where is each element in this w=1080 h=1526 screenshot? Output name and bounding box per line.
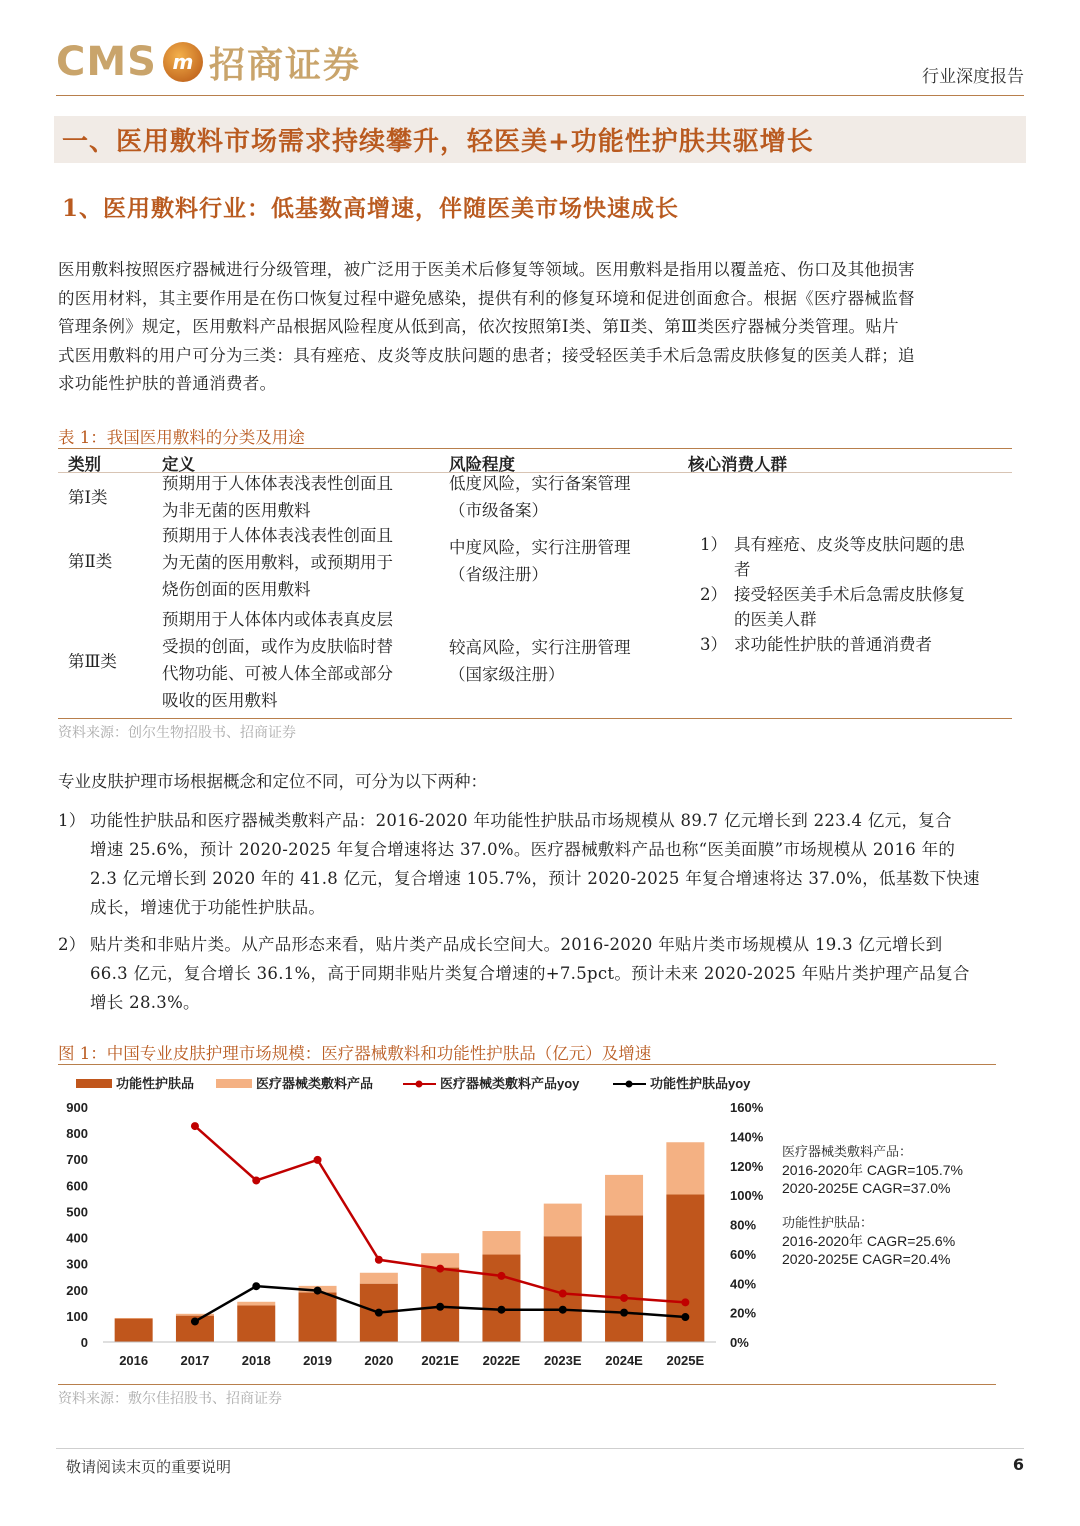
y-right-tick-label: 100% <box>730 1188 764 1204</box>
list-line: 成长，增速优于功能性护肤品。 <box>90 898 326 917</box>
cell-line: 者 <box>734 560 751 579</box>
point-functional-yoy-2 <box>314 1287 322 1295</box>
bar-medical-2024E <box>605 1175 643 1215</box>
y-right-tick-label: 140% <box>730 1129 764 1145</box>
cell-line: 较高风险，实行注册管理 <box>449 638 631 657</box>
cell-line: 接受轻医美手术后急需皮肤修复 <box>734 585 965 604</box>
point-functional-yoy-0 <box>191 1317 199 1325</box>
annotation-functional-cagr-2: 2020-2025E CAGR=20.4% <box>782 1251 951 1267</box>
list-num: 2） <box>58 935 86 954</box>
y-left-tick-label: 800 <box>66 1126 88 1142</box>
point-medical-yoy-7 <box>620 1294 628 1302</box>
x-tick-label: 2017 <box>180 1353 210 1368</box>
x-axis <box>119 1353 704 1368</box>
annotation-functional-label: 功能性护肤品： <box>782 1216 874 1231</box>
bar-medical-2016 <box>115 1318 153 1319</box>
y-axis-right <box>730 1100 764 1350</box>
y-left-tick-label: 400 <box>66 1230 88 1246</box>
table-header-category: 类别 <box>68 455 101 474</box>
bar-medical-2025E <box>666 1142 704 1194</box>
cell-line: 预期用于人体体表浅表性创面且 <box>162 526 393 545</box>
consumer-item <box>700 632 1010 657</box>
cell-line: 具有痤疮、皮炎等皮肤问题的患 <box>734 535 965 554</box>
bar-functional-2019 <box>299 1292 337 1342</box>
y-left-tick-label: 200 <box>66 1282 88 1298</box>
cell-line: （省级注册） <box>449 565 548 584</box>
table-header-definition: 定义 <box>162 455 195 474</box>
table-cell-definition <box>162 470 393 524</box>
logo-latin: CMS <box>56 39 157 85</box>
x-tick-label: 2019 <box>303 1353 333 1368</box>
figure-bottom-rule <box>58 1384 996 1385</box>
annotation-medical-cagr-2: 2020-2025E CAGR=37.0% <box>782 1180 951 1196</box>
x-tick-label: 2023E <box>543 1353 582 1368</box>
list-line: 功能性护肤品和医疗器械类敷料产品：2016-2020 年功能性护肤品市场规模从 89.7 亿元增长到 223.4 亿元，复合 <box>90 811 952 830</box>
table-cell-risk <box>449 534 631 588</box>
point-functional-yoy-7 <box>620 1309 628 1317</box>
cell-line: 求功能性护肤的普通消费者 <box>734 635 932 654</box>
annotation-medical-label: 医疗器械类敷料产品： <box>782 1145 913 1160</box>
table-cell-consumers <box>700 532 1010 657</box>
consumer-item <box>700 532 1010 582</box>
cell-line: 的医美人群 <box>734 610 817 629</box>
list-num: 1） <box>58 811 86 830</box>
cagr-annotations <box>782 1144 963 1267</box>
cell-line: 烧伤创面的医用敷料 <box>162 580 311 599</box>
x-tick-label: 2025E <box>666 1353 705 1368</box>
x-tick-label: 2021E <box>421 1353 459 1368</box>
cell-line: 预期用于人体体表浅表性创面且 <box>162 474 393 493</box>
point-functional-yoy-3 <box>375 1309 383 1317</box>
cell-line: 为非无菌的医用敷料 <box>162 501 311 520</box>
point-medical-yoy-8 <box>681 1298 689 1306</box>
bar-medical-2023E <box>544 1204 582 1237</box>
cell-line: 受损的创面，或作为皮肤临时替 <box>162 637 393 656</box>
legend-label-medical-yoy: 医疗器械类敷料产品yoy <box>440 1076 580 1091</box>
consumer-num: 1） <box>700 535 727 554</box>
legend-label-medical: 医疗器械类敷料产品 <box>256 1076 374 1091</box>
legend-label-functional: 功能性护肤品 <box>116 1076 195 1091</box>
cell-line: （国家级注册） <box>449 665 565 684</box>
y-axis-left <box>66 1100 88 1350</box>
paragraph-line: 的医用材料，其主要作用是在伤口恢复过程中避免感染，提供有利的修复环境和促进创面愈合。根据《医疗器械监督 <box>58 288 915 308</box>
y-left-tick-label: 700 <box>66 1152 88 1168</box>
cell-line: 吸收的医用敷料 <box>162 691 278 710</box>
bar-functional-2018 <box>237 1305 275 1342</box>
point-medical-yoy-4 <box>436 1265 444 1273</box>
section-title: 一、医用敷料市场需求持续攀升，轻医美+功能性护肤共驱增长 <box>62 127 814 157</box>
logo-emblem-icon: m <box>163 42 203 82</box>
cell-line: 低度风险，实行备案管理 <box>449 474 631 493</box>
page-number: 6 <box>1012 1455 1024 1474</box>
table-top-rule <box>58 448 1012 449</box>
point-functional-yoy-8 <box>681 1313 689 1321</box>
y-right-tick-label: 160% <box>730 1100 764 1115</box>
cell-line: 中度风险，实行注册管理 <box>449 538 631 557</box>
intro-paragraph <box>58 256 1024 399</box>
point-medical-yoy-5 <box>497 1272 505 1280</box>
annotation-medical-cagr-1: 2016-2020年 CAGR=105.7% <box>782 1162 963 1178</box>
market-intro: 专业皮肤护理市场根据概念和定位不同，可分为以下两种： <box>58 772 487 791</box>
x-tick-label: 2016 <box>119 1353 149 1368</box>
company-logo <box>56 38 361 86</box>
subsection-title: 1、医用敷料行业：低基数高增速，伴随医美市场快速成长 <box>62 195 680 222</box>
list-line: 66.3 亿元，复合增长 36.1%，高于同期非贴片类复合增速的+7.5pct。预计未来 2020-2025 年贴片类护理产品复合 <box>90 964 970 983</box>
y-left-tick-label: 600 <box>66 1178 88 1194</box>
point-medical-yoy-2 <box>314 1156 322 1164</box>
cell-line: 为无菌的医用敷料，或预期用于 <box>162 553 393 572</box>
bar-medical-2018 <box>237 1302 275 1306</box>
legend-marker-functional-yoy <box>626 1081 633 1088</box>
table-caption: 表 1：我国医用敷料的分类及用途 <box>58 428 305 447</box>
y-right-tick-label: 20% <box>730 1305 757 1321</box>
point-functional-yoy-4 <box>436 1303 444 1311</box>
bar-functional-2024E <box>605 1215 643 1342</box>
footer-divider <box>56 1448 1024 1449</box>
figure-source: 资料来源：敷尔佳招股书、招商证券 <box>58 1391 282 1407</box>
annotation-functional-cagr-1: 2016-2020年 CAGR=25.6% <box>782 1233 956 1249</box>
paragraph-line: 式医用敷料的用户可分为三类：具有痤疮、皮炎等皮肤问题的患者；接受轻医美手术后急需皮肤修复的医美人群；追 <box>58 345 915 365</box>
list-line: 贴片类和非贴片类。从产品形态来看，贴片类产品成长空间大。2016-2020 年贴片类市场规模从 19.3 亿元增长到 <box>90 935 943 954</box>
consumer-num: 2） <box>700 585 727 604</box>
cell-line: 代物功能、可被人体全部或部分 <box>162 664 393 683</box>
table-source: 资料来源：创尔生物招股书、招商证券 <box>58 725 296 741</box>
table-cell-category: 第Ⅰ类 <box>68 488 108 507</box>
bar-medical-2022E <box>482 1231 520 1255</box>
y-right-tick-label: 40% <box>730 1276 757 1292</box>
consumer-item <box>700 582 1010 632</box>
table-cell-risk <box>449 634 631 688</box>
table-cell-category: 第Ⅱ类 <box>68 552 113 571</box>
table-cell-definition <box>162 522 393 603</box>
list-item <box>58 930 1024 1017</box>
y-left-tick-label: 500 <box>66 1204 88 1220</box>
paragraph-line: 管理条例》规定，医用敷料产品根据风险程度从低到高，依次按照第Ⅰ类、第Ⅱ类、第Ⅲ类医疗器械分类管理。贴片 <box>58 317 899 336</box>
legend-marker-medical-yoy <box>416 1081 423 1088</box>
figure-top-rule <box>58 1064 996 1065</box>
list-line: 2.3 亿元增长到 2020 年的 41.8 亿元，复合增速 105.7%，预计 2020-2025 年复合增速将达 37.0%，低基数下快速 <box>90 869 980 888</box>
y-left-tick-label: 300 <box>66 1256 88 1272</box>
legend-swatch-functional <box>76 1079 112 1088</box>
x-tick-label: 2024E <box>605 1353 643 1368</box>
y-left-tick-label: 900 <box>66 1100 88 1115</box>
table-bottom-rule <box>58 718 1012 719</box>
list-text <box>90 806 1024 922</box>
header-divider <box>56 95 1024 96</box>
point-functional-yoy-5 <box>497 1306 505 1314</box>
point-medical-yoy-3 <box>375 1256 383 1264</box>
y-right-tick-label: 0% <box>730 1335 749 1350</box>
list-line: 增长 28.3%。 <box>90 993 200 1012</box>
y-left-tick-label: 0 <box>80 1335 88 1350</box>
paragraph-line: 求功能性护肤的普通消费者。 <box>58 374 277 393</box>
cell-line: （市级备案） <box>449 501 548 520</box>
x-tick-label: 2018 <box>241 1353 271 1368</box>
cell-line: 预期用于人体体内或体表真皮层 <box>162 610 393 629</box>
consumer-num: 3） <box>700 635 727 654</box>
bar-medical-2020 <box>360 1273 398 1284</box>
bar-functional-2022E <box>482 1255 520 1342</box>
table-header-risk: 风险程度 <box>449 455 515 474</box>
paragraph-line: 医用敷料按照医疗器械进行分级管理，被广泛用于医美术后修复等领域。医用敷料是指用以覆盖疮、伤口及其他损害 <box>58 260 915 279</box>
table-header-consumers: 核心消费人群 <box>688 455 787 474</box>
table-cell-risk <box>449 470 631 524</box>
y-right-tick-label: 80% <box>730 1217 757 1233</box>
point-functional-yoy-1 <box>252 1282 260 1290</box>
report-type: 行业深度报告 <box>922 67 1024 87</box>
bar-functional-2016 <box>115 1319 153 1342</box>
legend-label-functional-yoy: 功能性护肤品yoy <box>650 1076 751 1091</box>
x-tick-label: 2020 <box>364 1353 394 1368</box>
market-size-chart <box>58 1068 998 1380</box>
legend-swatch-medical <box>216 1079 252 1088</box>
list-text <box>90 930 1024 1017</box>
point-medical-yoy-6 <box>559 1290 567 1298</box>
figure-caption: 图 1：中国专业皮肤护理市场规模：医疗器械敷料和功能性护肤品（亿元）及增速 <box>58 1044 652 1063</box>
list-line: 增速 25.6%，预计 2020-2025 年复合增速将达 37.0%。医疗器械敷料产品也称“医美面膜”市场规模从 2016 年的 <box>90 840 956 859</box>
point-functional-yoy-6 <box>559 1306 567 1314</box>
y-right-tick-label: 60% <box>730 1246 757 1262</box>
logo-chinese: 招商证券 <box>208 44 361 86</box>
y-right-tick-label: 120% <box>730 1158 764 1174</box>
point-medical-yoy-1 <box>252 1176 260 1184</box>
x-tick-label: 2022E <box>482 1353 521 1368</box>
table-cell-category: 第Ⅲ类 <box>68 652 117 671</box>
footer-note: 敬请阅读末页的重要说明 <box>66 1458 232 1476</box>
chart-legend <box>76 1076 751 1091</box>
table-cell-definition <box>162 606 393 714</box>
list-item <box>58 806 1024 922</box>
y-left-tick-label: 100 <box>66 1308 88 1324</box>
point-medical-yoy-0 <box>191 1122 199 1130</box>
